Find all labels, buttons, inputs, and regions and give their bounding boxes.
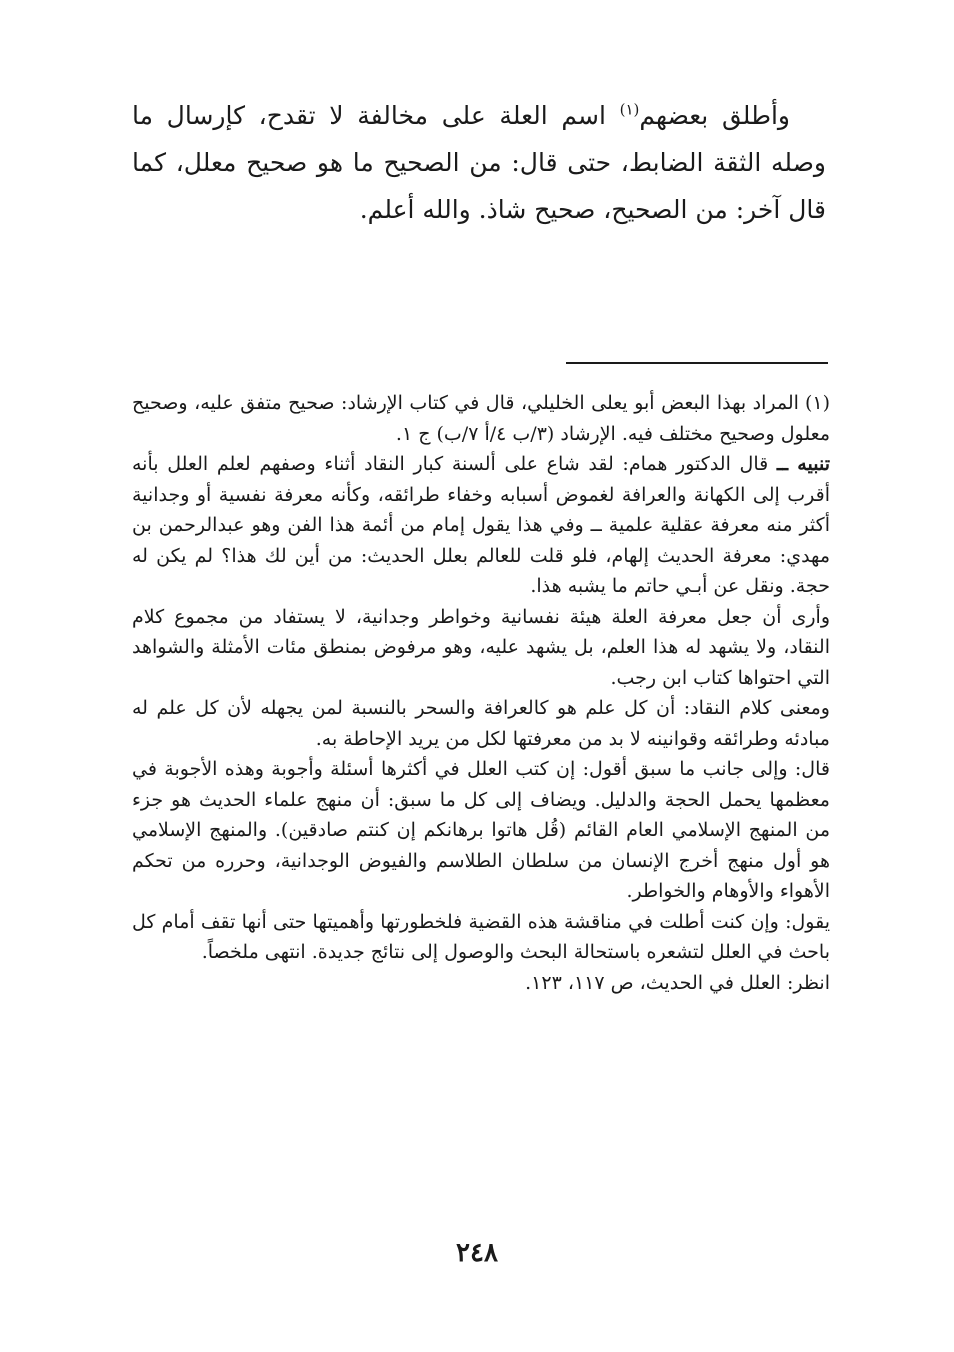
main-paragraph-start: وأطلق بعضهم (639, 101, 790, 130)
footnote-number: (١) (804, 392, 830, 414)
footnote-reference-line: انظر: العلل في الحديث، ص ١١٧، ١٢٣. (525, 971, 830, 994)
footnote-body: المراد بهذا البعض أبو يعلى الخليلي، قال في كتاب الإرشاد: صحيح متفق عليه، وصحيح معلول وصحيح مختلف فيه. الإرشاد (٣/ب ٤/أ ٧/ب) ج ١. (132, 392, 830, 445)
footnote-separator (566, 362, 828, 364)
footnote-paragraph: يقول: وإن كنت أطلت في مناقشة هذه القضية فلخطورتها وأهميتها حتى أنها تقف أمام كل باحث في العلل لتشعره باستحالة البحث والوصول إلى نتائج جديدة. انتهى ملخصاً. (132, 910, 830, 963)
footnote-paragraph: وأرى أن جعل معرفة العلة هيئة نفسانية وخواطر وجدانية، لا يستفاد من مجموع كلام النقاد، ولا يشهد له هذا العلم، بل يشهد عليه، وهو مرفوض بمنطق مئات الأمثلة والشواهد التي احتواها كتاب ابن رجب. (132, 605, 830, 689)
footnotes-block (132, 388, 830, 998)
footnote-paragraph: قال: وإلى جانب ما سبق أقول: إن كتب العلل في أكثرها أسئلة وأجوبة وهذه الأجوبة في معظمها يحمل الحجة والدليل. ويضاف إلى كل ما سبق: أن منهج علماء الحديث هو جزء من المنهج الإسلامي العام القائم (قُل هاتوا برهانكم إن كنتم صادقين). والمنهج الإسلامي هو أول منهج أخرج الإنسان من سلطان الطلاسم والفيوض الوجدانية، وحرره من تحكم الأهواء والأوهام والخواطر. (132, 758, 830, 902)
main-text-block (132, 92, 826, 233)
tanbih-text: قال الدكتور همام: لقد شاع على ألسنة كبار النقاد أثناء وصفهم لعلم العلل بأنه أقرب إلى الكهانة والعرافة لغموض أسبابه وخفاء طرائقه، وكأنه معرفة نفسية أو وجدانية أكثر منه معرفة عقلية علمية ــ وفي هذا يقول إمام من أئمة هذا الفن وهو عبدالرحمن بن مهدي: معرفة الحديث إلهام، فلو قلت للعالم بعلل الحديث: من أين لك هذا؟ لم يكن له حجة. ونقل عن أبـي حاتم ما يشبه هذا. (132, 453, 830, 597)
page-number: ٢٤٨ (456, 1238, 498, 1268)
footnote-tanbih (132, 449, 830, 602)
main-paragraph (132, 92, 826, 233)
tanbih-label: تنبيه ــ (776, 453, 830, 475)
footnote-1 (132, 388, 830, 449)
main-paragraph-rest: اسم العلة على مخالفة لا تقدح، كإرسال ما وصله الثقة الضابط، حتى قال: من الصحيح ما هو صحيح معلل، كما قال آخر: من الصحيح، صحيح شاذ. والله أعلم. (132, 101, 826, 224)
footnote-paragraph: ومعنى كلام النقاد: أن كل علم هو كالعرافة والسحر بالنسبة لمن يجهله لأن كل علم له مبادئه وطرائقه وقوانينه لا بد من معرفتها لكل من يريد الإحاطة به. (132, 697, 830, 750)
footnote-reference: (١) (619, 100, 640, 119)
